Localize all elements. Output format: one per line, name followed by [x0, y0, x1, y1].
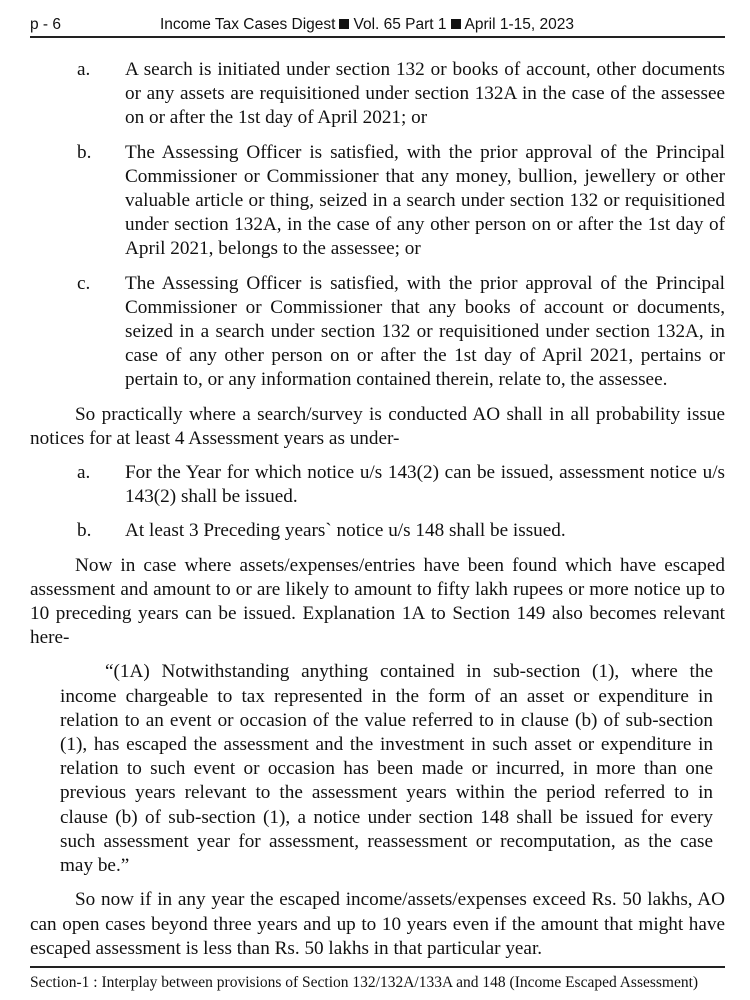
paragraph: Now in case where assets/expenses/entries have been found which have escaped assessment and amount to or are likely to amount to fifty lakh rupees or more notice up to 10 preceding years can be issued. Explanation 1A to Section 149 also becomes relevant here- — [30, 554, 725, 649]
page-body — [30, 58, 725, 971]
square-bullet-icon — [451, 19, 461, 29]
list-text: The Assessing Officer is satisfied, with the prior approval of the Principal Commissioner or Commissioner that any books of account or documents, seized in a search under section 132 or requisitioned under section 132A, in case of any other person on or after the 1st day of April 2021, pertains or pertain to, or any information contained therein, relate to, the assessee. — [125, 272, 725, 391]
list-label: a. — [77, 59, 91, 80]
list-item — [30, 519, 725, 543]
list-item — [30, 141, 725, 262]
list-text: The Assessing Officer is satisfied, with the prior approval of the Principal Commissioner or Commissioner that any money, bullion, jewellery or other valuable article or thing, seized in a search under section 132 or requisitioned under section 132A, in the case of any other person on or after the 1st day of April 2021, belongs to the assessee; or — [125, 141, 725, 260]
running-footer — [30, 966, 725, 992]
list-label: b. — [77, 141, 92, 163]
list-label: a. — [77, 462, 91, 484]
list-text: At least 3 Preceding years` notice u/s 148 shall be issued. — [125, 520, 566, 542]
block-quote: “(1A) Notwithstanding anything contained in sub-section (1), where the income chargeable to tax represented in the form of an asset or expenditure in relation to an event or occasion of the value referred to in clause (b) of sub-section (1), has escaped the assessment and the investment in such asset or expenditure in relation to such event or occasion has been made or incurred, in more than one previous years relevant to the assessment years within the period referred to in clause (b) of sub-section (1), a notice under section 148 shall be issued for every such assessment year for assessment, reassessment or recomputation, as the case may be.” — [60, 661, 713, 877]
list-label: c. — [77, 272, 91, 294]
volume: Vol. 65 Part 1 — [353, 16, 447, 33]
paragraph: So now if in any year the escaped income/assets/expenses exceed Rs. 50 lakhs, AO can open cases beyond three years and up to 10 years even if the amount that might have escaped assessment is less than Rs. 50 lakhs in that particular year. — [30, 889, 725, 959]
list-text: A search is initiated under section 132 or books of account, other documents or any assets are requisitioned under section 132A in the case of the assessee on or after the 1st day of April 2021; or — [125, 59, 725, 129]
square-bullet-icon — [339, 19, 349, 29]
list-item — [30, 272, 725, 393]
list-item — [30, 58, 725, 131]
publication-name: Income Tax Cases Digest — [160, 16, 336, 33]
publication-title — [160, 16, 574, 34]
paragraph: So practically where a search/survey is conducted AO shall in all probability issue notices for at least 4 Assessment years as under- — [30, 403, 725, 449]
list-label: b. — [77, 520, 92, 542]
footer-section-title: Section-1 : Interplay between provisions of Section 132/132A/133A and 148 (Income Escaped Assessment) — [30, 974, 699, 991]
issue-date: April 1-15, 2023 — [464, 16, 574, 33]
list-text: For the Year for which notice u/s 143(2) can be issued, assessment notice u/s 143(2) shall be issued. — [125, 462, 725, 508]
list-item — [30, 461, 725, 509]
page-number: p - 6 — [30, 16, 62, 33]
running-header — [30, 10, 725, 38]
